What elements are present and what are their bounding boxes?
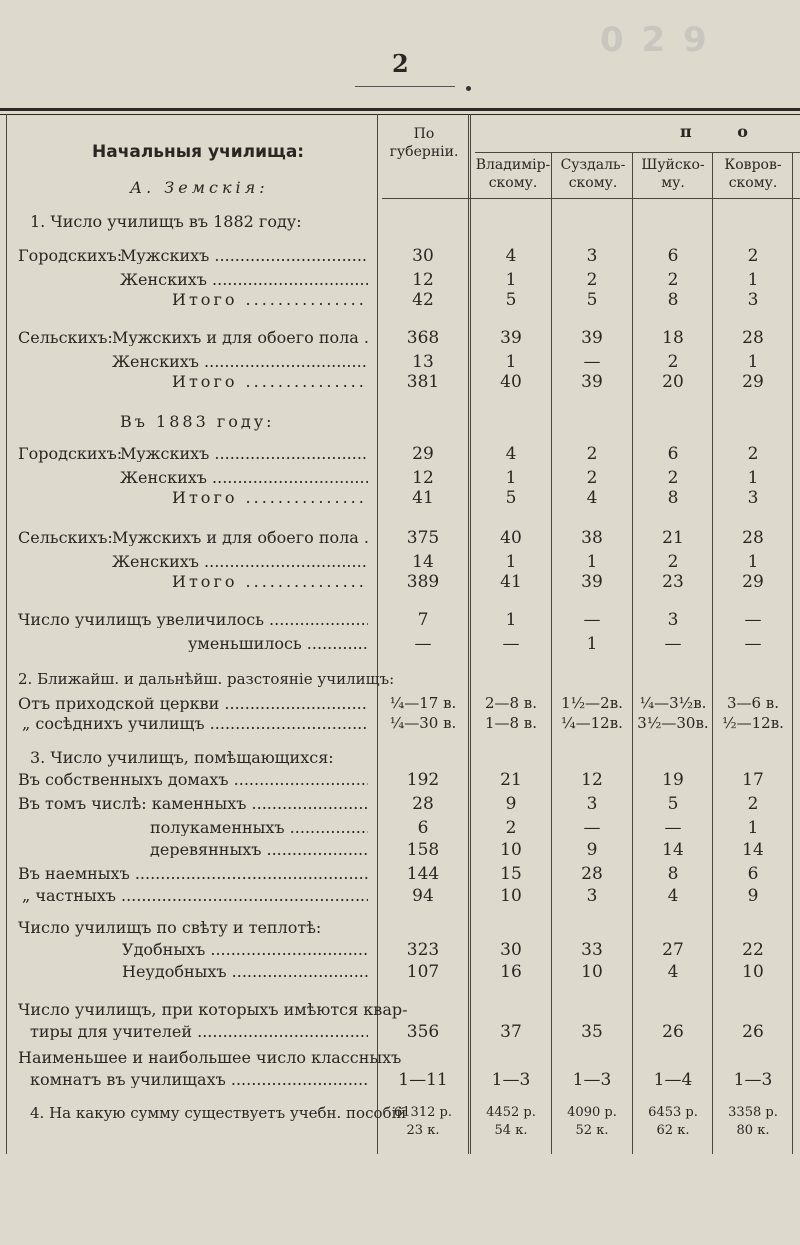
table-cell: 1 [747,270,759,290]
heading-classrooms: Наименьшее и наибольшее число классныхъ [18,1048,402,1067]
heading-premises: 3. Число училищъ, помѣщающихся: [30,748,334,767]
table-cell: 17 [742,770,764,790]
table-cell: 27 [662,940,684,960]
table-cell: 35 [581,1022,603,1042]
table-cell: 42 [412,290,434,310]
row-label: „ сосѣднихъ училищъ ..... [22,716,368,732]
table-cell: 2 [586,444,598,464]
heading-1882: 1. Число училищъ въ 1882 году: [30,212,302,231]
table-cell: 4 [505,246,517,266]
row-label: Въ томъ числѣ: каменныхъ ..... [18,796,368,812]
table-cell: 3—6 в. [726,694,780,712]
table-cell: 12 [412,270,434,290]
table-cell: 3 [586,886,598,906]
table-cell: 5 [505,488,517,508]
table-cell: 15 [500,864,522,884]
table-cell: 2 [667,552,679,572]
table-cell: 14 [742,840,764,860]
group-header-rule [475,152,800,153]
table-cell: 10 [500,840,522,860]
table-cell: 29 [742,372,764,392]
table-cell: 10 [500,886,522,906]
row-sublabel: Итого ..... [172,292,368,308]
sum-kopecks: 52 к. [575,1123,609,1138]
table-cell: ¼—30 в. [389,714,457,732]
header-shuya: Шуйско-му. [641,157,705,191]
table-cell: 2 [747,246,759,266]
table-cell: 21 [500,770,522,790]
table-top-rule-thin [0,114,800,115]
table-cell: 1 [505,270,517,290]
table-cell: 1—4 [653,1070,693,1090]
row-sublabel: Мужскихъ и для обоего пола ..... [112,330,368,346]
table-cell: 1 [505,468,517,488]
header-kovrov: Ковров-скому. [724,157,782,191]
table-cell: 1 [505,610,517,630]
table-cell: 12 [581,770,603,790]
table-cell: 323 [406,940,440,960]
table-cell: 39 [581,372,603,392]
table-cell: 10 [742,962,764,982]
row-label: „ частныхъ ..... [22,888,368,904]
table-cell: 37 [500,1022,522,1042]
sum-kopecks: 23 к. [406,1123,440,1138]
row-sublabel: Итого ..... [172,574,368,590]
table-cell: 381 [406,372,440,392]
table-cell: 2 [586,468,598,488]
table-cell: 2 [667,352,679,372]
table-cell: 6 [667,444,679,464]
table-cell: 26 [662,1022,684,1042]
row-sublabel: Женскихъ ..... [112,554,368,570]
heading-quarters: Число училищъ, при которыхъ имѣются квар- [18,1000,408,1019]
table-cell: 41 [412,488,434,508]
table-cell: — [502,634,520,654]
table-cell: 39 [581,328,603,348]
table-cell: 10 [581,962,603,982]
table-cell: 40 [500,372,522,392]
table-cell: 3 [747,290,759,310]
row-label: Сельскихъ: [18,528,113,547]
table-cell: 3 [586,246,598,266]
page-number-rule [355,86,455,87]
table-cell: — [664,634,682,654]
section-title: Начальныя училища: [92,142,305,162]
table-cell: 1 [586,552,598,572]
faded-stamp: 0 2 9 [600,20,710,60]
table-cell: 94 [412,886,434,906]
row-sublabel: Итого ..... [172,490,368,506]
table-cell: 4 [667,886,679,906]
table-cell: ½—12в. [722,714,784,732]
table-cell: — [414,634,432,654]
table-cell: 1—3 [491,1070,531,1090]
table-cell: 6 [667,246,679,266]
table-cell: 8 [667,864,679,884]
table-cell: 39 [500,328,522,348]
heading-distance: 2. Ближайш. и дальнѣйш. разстояніе училищъ: [18,670,395,688]
table-cell: 2—8 в. [484,694,538,712]
table-cell: 21 [662,528,684,548]
table-cell: 8 [667,290,679,310]
row-sublabel: Удобныхъ ..... [122,942,368,958]
table-cell: 2 [586,270,598,290]
table-cell: 33 [581,940,603,960]
table-cell: 4 [586,488,598,508]
sum-kopecks: 54 к. [494,1123,528,1138]
row-label: Въ собственныхъ домахъ ..... [18,772,368,788]
header-suzdal: Суздаль-скому. [560,157,626,191]
row-sublabel: деревянныхъ ..... [150,842,368,858]
table-cell: 41 [500,572,522,592]
table-cell: 1 [505,352,517,372]
sum-kopecks: 80 к. [736,1123,770,1138]
row-sublabel: Мужскихъ ..... [120,446,368,462]
table-cell: — [583,818,601,838]
table-cell: 5 [586,290,598,310]
table-cell: — [744,634,762,654]
row-sublabel: Мужскихъ и для обоего пола ..... [112,530,368,546]
row-label: Городскихъ: [18,246,123,265]
table-cell: 30 [412,246,434,266]
row-label: Сельскихъ: [18,328,113,347]
row-label: тиры для учителей ..... [30,1024,368,1040]
table-cell: 5 [667,794,679,814]
table-cell: 20 [662,372,684,392]
table-cell: 30 [500,940,522,960]
table-cell: 158 [406,840,440,860]
table-cell: 1—3 [572,1070,612,1090]
table-cell: 368 [406,328,440,348]
table-cell: 39 [581,572,603,592]
table-cell: 28 [742,328,764,348]
table-cell: — [583,352,601,372]
row-sublabel: Неудобныхъ ..... [122,964,368,980]
table-cell: 9 [586,840,598,860]
row-sublabel: Итого ..... [172,374,368,390]
table-cell: 5 [505,290,517,310]
table-cell: 28 [742,528,764,548]
table-cell: 6 [417,818,429,838]
row-sublabel: Женскихъ ..... [120,470,368,486]
table-cell: 2 [667,468,679,488]
heading-light-heat: Число училищъ по свѣту и теплотѣ: [18,918,322,937]
header-group-po: п о [680,122,768,141]
table-cell: 2 [505,818,517,838]
row-sublabel: Мужскихъ ..... [120,248,368,264]
table-cell: — [744,610,762,630]
row-sublabel: Женскихъ ..... [120,272,368,288]
table-cell: 3 [747,488,759,508]
table-cell: 1 [586,634,598,654]
row-sublabel: уменьшилось ..... [188,636,368,652]
row-label: Число училищъ увеличилось ..... [18,612,368,628]
table-cell: 29 [742,572,764,592]
table-cell: 6 [747,864,759,884]
table-cell: 1 [505,552,517,572]
table-cell: 356 [406,1022,440,1042]
table-cell: 7 [417,610,429,630]
table-cell: 1—8 в. [484,714,538,732]
table-cell: 9 [747,886,759,906]
row-sublabel: полукаменныхъ ..... [150,820,368,836]
table-cell: ¼—3½в. [639,694,707,712]
heading-1883: Въ 1883 году: [120,412,275,431]
header-gubernia: По губерніи. [389,126,459,160]
table-cell: 12 [412,468,434,488]
column-divider-double [468,114,471,1154]
table-cell: 3 [586,794,598,814]
table-cell: 3½—30в. [637,714,709,732]
table-cell: 4 [667,962,679,982]
table-cell: 38 [581,528,603,548]
table-cell: 29 [412,444,434,464]
row-label: Въ наемныхъ ..... [18,866,368,882]
table-cell: 1—3 [733,1070,773,1090]
table-cell: 19 [662,770,684,790]
table-cell: 28 [412,794,434,814]
sum-rubles: 4090 р. [567,1105,617,1120]
table-cell: 14 [412,552,434,572]
table-cell: 1½—2в. [561,694,623,712]
table-cell: 4 [505,444,517,464]
table-cell: 18 [662,328,684,348]
table-cell: 40 [500,528,522,548]
header-vladimir: Владимір-скому. [475,157,551,191]
column-divider [377,114,378,1154]
row-sublabel: Женскихъ ..... [112,354,368,370]
table-top-rule [0,108,800,111]
table-cell: 192 [406,770,440,790]
table-cell: 375 [406,528,440,548]
heading-sum: 4. На какую сумму существуетъ учебн. пособій [30,1104,407,1122]
table-cell: — [664,818,682,838]
table-cell: — [583,610,601,630]
table-cell: ¼—12в. [561,714,623,732]
table-cell: 3 [667,610,679,630]
row-label: Городскихъ: [18,444,123,463]
table-cell: 9 [505,794,517,814]
table-cell: 2 [747,444,759,464]
sum-rubles: 61312 р. [394,1105,452,1120]
page-number: 2 [392,49,409,78]
table-cell: 2 [747,794,759,814]
table-cell: 1 [747,468,759,488]
table-cell: 1—11 [398,1070,448,1090]
table-cell: 13 [412,352,434,372]
table-cell: 1 [747,552,759,572]
ink-dot [466,86,471,91]
table-cell: 389 [406,572,440,592]
sum-rubles: 3358 р. [728,1105,778,1120]
table-cell: 22 [742,940,764,960]
table-cell: 23 [662,572,684,592]
table-cell: 2 [667,270,679,290]
sum-rubles: 4452 р. [486,1105,536,1120]
subsection-title: А. Земскія: [130,178,269,197]
sum-kopecks: 62 к. [656,1123,690,1138]
row-label: комнатъ въ училищахъ ..... [30,1072,368,1088]
table-cell: 1 [747,818,759,838]
table-cell: 1 [747,352,759,372]
table-cell: ¼—17 в. [389,694,457,712]
table-cell: 8 [667,488,679,508]
row-label: Отъ приходской церкви ..... [18,696,368,712]
table-cell: 14 [662,840,684,860]
table-cell: 16 [500,962,522,982]
table-cell: 107 [406,962,440,982]
table-cell: 144 [406,864,440,884]
table-left-border [6,114,7,1154]
sum-rubles: 6453 р. [648,1105,698,1120]
table-cell: 26 [742,1022,764,1042]
table-cell: 28 [581,864,603,884]
header-bottom-rule [382,198,800,199]
